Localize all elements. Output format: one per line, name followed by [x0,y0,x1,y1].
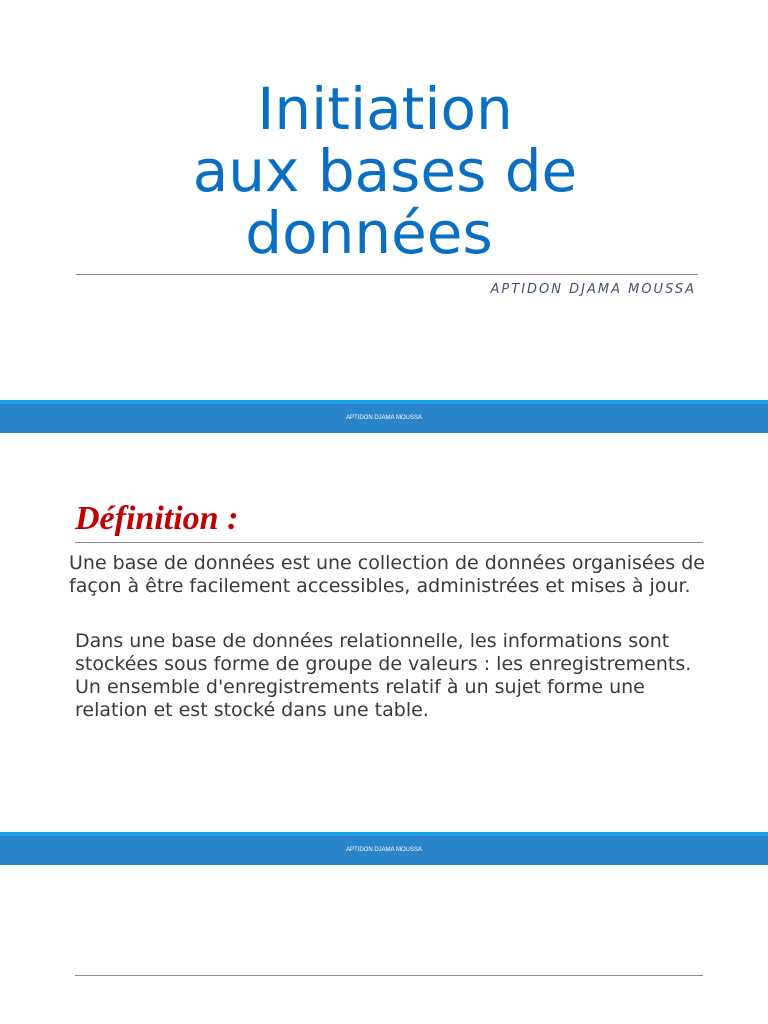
band-footer-label: APTIDON DJAMA MOUSSA [345,847,422,853]
heading-divider [75,542,703,543]
title-line-3: données [245,199,493,267]
title-slide [0,0,768,400]
band-footer-label: APTIDON DJAMA MOUSSA [345,415,422,421]
author-name: APTIDON DJAMA MOUSSA [490,282,696,297]
slide-separator-band [0,832,768,865]
definition-heading: Définition : [75,500,239,537]
title-line-2: aux bases de [192,137,578,205]
next-slide-divider [75,975,703,976]
definition-paragraph: Une base de données est une collection de données organisées de façon à être facilement accessibles, administrées et mises à jour. [69,552,705,597]
relational-paragraph: Dans une base de données relationnelle, les informations sont stockées sous forme de groupe de valeurs : les enregistrements. Un ensemble d'enregistrements relatif à un sujet forme une relation et est stocké dans une table. [75,630,692,721]
slide-title [0,75,768,267]
slide-separator-band [0,400,768,433]
title-line-1: Initiation [257,75,513,143]
title-divider [76,274,698,275]
